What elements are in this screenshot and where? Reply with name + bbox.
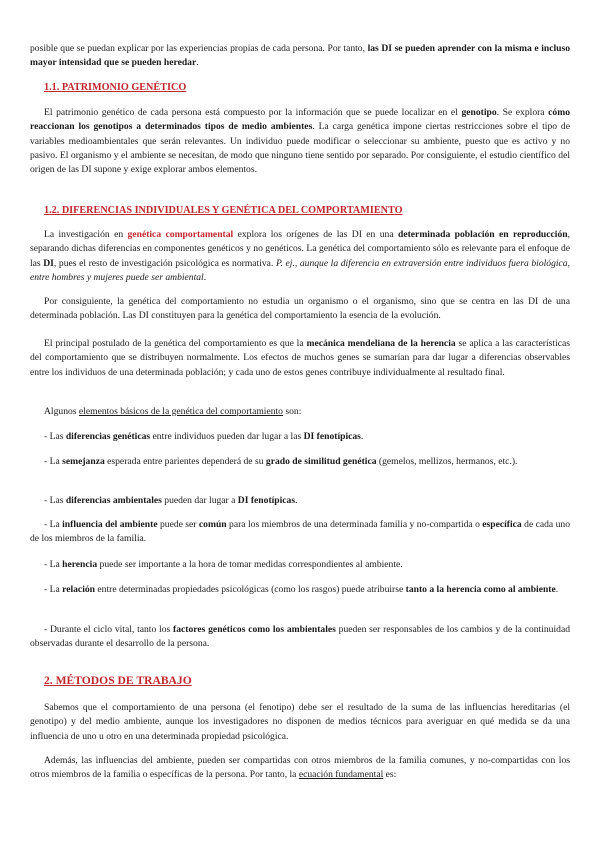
text-run: . Se explora — [496, 107, 549, 118]
list-item — [30, 518, 570, 547]
section-heading-2: 2. MÉTODOS DE TRABAJO — [44, 674, 192, 687]
text-run: esperada entre parientes dependerá de su — [104, 456, 266, 467]
text-run: (gemelos, mellizos, hermanos, etc.). — [376, 456, 518, 467]
bold-text: común — [198, 519, 227, 530]
text-run: - Durante el ciclo vital, tanto los — [44, 624, 174, 635]
bold-text: semejanza — [62, 456, 105, 467]
text-run: - La — [44, 519, 63, 530]
bold-text: herencia — [62, 559, 98, 570]
underlined-text: ecuación fundamental — [298, 769, 384, 781]
text-run: . — [295, 495, 298, 506]
text-run: para los miembros de una determinada familia y no-compartida o — [226, 519, 483, 530]
bold-text: cómo reaccionan los genotipos a determinados tipos de medio ambientes — [30, 107, 570, 133]
text-run: - Las — [44, 495, 66, 506]
bold-text: DI — [43, 257, 54, 269]
underlined-text: elementos básicos de la genética del comportamiento — [78, 406, 283, 417]
text-run: de cada uno de los miembros de la familia. — [30, 519, 570, 545]
text-run: , pues el resto de investigación psicológica es normativa. — [53, 257, 276, 269]
text-run: . — [360, 431, 364, 442]
list-item — [30, 583, 570, 597]
text-run: pueden dar lugar a — [161, 495, 238, 506]
bold-text: tanto a la herencia como al ambiente — [405, 584, 556, 595]
italic-example: P. ej., aunque la diferencia en extraversión entre individuos fuera biológica, entre hombres y mujeres puede ser ambiental — [30, 257, 570, 283]
text-run: se aplica a las características del comportamiento que se distribuyen normalmente. Los efectos de muchos genes se sumarían para dar lugar a diferencias observables entre los individuos de una determinada población; y cada uno de estos genes contribuye individualmente al resultado final. — [30, 338, 570, 378]
text-run: - La — [44, 456, 63, 467]
bold-text: factores genéticos como los ambientales — [173, 624, 336, 635]
text-run: Además, las influencias del ambiente, pueden ser compartidas con otros miembros de la familia comunes, y no-compartidas con los otros miembros de la familia o específicas de la persona. Por tanto, la — [30, 755, 570, 781]
bold-text: relación — [62, 584, 95, 595]
text-run: - La — [44, 584, 63, 595]
text-run: puede ser — [157, 519, 199, 530]
paragraph-ecuacion — [30, 754, 570, 783]
bold-text: DI fenotípicas — [303, 431, 361, 442]
text-run: El principal postulado de la genética del comportamiento es que la — [44, 338, 307, 349]
list-item — [30, 430, 570, 444]
bold-text: DI fenotípicas — [237, 495, 296, 506]
bold-text: determinada población en reproducción — [398, 229, 568, 240]
text-run: . — [196, 57, 199, 69]
text-run: pueden ser responsables de los cambios y de la continuidad observadas durante el desarrollo de la persona. — [30, 624, 571, 650]
bold-text: diferencias genéticas — [65, 431, 151, 442]
paragraph-patrimonio — [30, 106, 570, 177]
section-heading-1-1: 1.1. PATRIMONIO GENÉTICO — [44, 82, 187, 93]
text-run: , separando dichas diferencias en componentes genéticos y no genéticos. La genética del comportamiento sólo es relevante para el enfoque de las — [30, 229, 570, 269]
text-run: Algunos — [44, 406, 79, 417]
text-run: entre determinadas propiedades psicológicas (como los rasgos) puede atribuirse — [95, 584, 406, 595]
list-item — [30, 623, 570, 652]
text-run: entre individuos pueden dar lugar a las — [150, 431, 304, 442]
text-run: . — [203, 271, 207, 283]
text-run: es: — [383, 769, 397, 781]
paragraph-postulado — [30, 337, 570, 380]
highlight-term: genética comportamental — [127, 229, 234, 240]
bold-text: grado de similitud genética — [265, 456, 377, 467]
text-run: son: — [282, 406, 302, 417]
list-item — [30, 558, 570, 572]
list-item — [30, 455, 570, 469]
text-run: - Las — [44, 431, 66, 442]
text-run: El patrimonio genético de cada persona está compuesto por la información que se puede localizar en el — [44, 107, 462, 118]
paragraph-metodos: Sabemos que el comportamiento de una persona (el fenotipo) debe ser el resultado de la suma de las influencias hereditarias (el genotipo) y del medio ambiente, aunque los investigadores no disponen de medios técnicos para averiguar en qué medida se da una influencia de uno u otro en una determinada propiedad psicológica. — [30, 702, 570, 742]
text-run: - La — [44, 559, 63, 570]
bold-text: mecánica mendeliana de la herencia — [306, 338, 456, 349]
paragraph-por-consiguiente: Por consiguiente, la genética del comportamiento no estudia un organismo o el organismo, sino que se centra en las DI de una determinada población. Las DI constituyen para la genética del comportamiento la esencia de la evolución. — [30, 296, 570, 322]
bold-text: específica — [482, 519, 522, 530]
paragraph-genetica-comportamental — [30, 228, 570, 285]
text-run: . La carga genética impone ciertas restricciones sobre el tipo de variables medioambientales que serán relevantes. Un individuo puede modificar o seleccionar su ambiente, puesto que es activo y no pasivo. El organismo y el ambiente se necesitan, de modo que ninguno tiene sentido por separado. Por consiguiente, el estudio científico del origen de las DI supone y exige explorar ambos elementos. — [30, 121, 570, 176]
section-heading-1-2: 1.2. DIFERENCIAS INDIVIDUALES Y GENÉTICA DEL COMPORTAMIENTO — [44, 205, 403, 216]
text-run: . — [555, 584, 559, 595]
text-run: explora los orígenes de las DI en una — [233, 229, 399, 240]
bold-text: influencia del ambiente — [62, 519, 158, 530]
text-run: posible que se puedan explicar por las experiencias propias de cada persona. Por tanto, — [30, 43, 368, 54]
bold-text: diferencias ambientales — [65, 495, 162, 506]
bold-text: genotipo — [461, 107, 497, 118]
list-item — [30, 494, 570, 508]
bold-text: las DI se pueden aprender con la misma e incluso mayor intensidad que se pueden heredar — [30, 43, 570, 69]
intro-paragraph — [30, 42, 570, 71]
text-run: puede ser importante a la hora de tomar medidas correspondientes al ambiente. — [97, 559, 403, 570]
text-run: La investigación en — [44, 229, 128, 240]
paragraph-elementos-basicos — [30, 405, 570, 419]
